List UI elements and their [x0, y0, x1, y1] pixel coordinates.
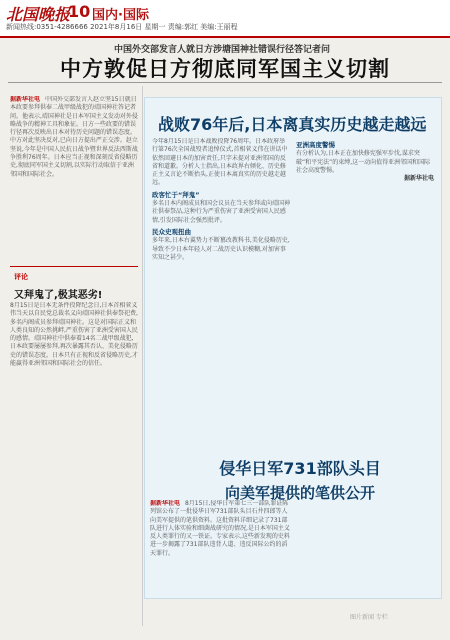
footer-credit: 图片新闻 专栏	[350, 614, 388, 621]
feature-subbody-2: 多年来,日本右翼势力不断篡改教科书,美化侵略历史,导致不少日本年轻人对二战历史认识模糊,对加害事实知之甚少。	[152, 237, 290, 261]
headline-divider	[8, 82, 442, 83]
commentary-title: 又拜鬼了,极其恶劣!	[14, 290, 103, 301]
column-divider	[142, 86, 143, 626]
second-headline-line2: 向美军提供的笔供公开	[224, 484, 375, 502]
feature-column-left	[152, 138, 290, 448]
commentary-divider	[10, 266, 138, 267]
lead-dateline: 据新华社电	[10, 96, 41, 103]
second-headline-line1: 侵华日军731部队头目	[219, 459, 381, 478]
second-body: 8月15日,侵华日军第七三一部队罪证陈列馆公布了一批侵华日军731部队头目石井四郎等人向美军提供的笔供资料。这批资料详细记录了731部队进行人体实验和细菌战研究的情况,是日本军国主义反人类罪行的又一铁证。专家表示,这些新发现的史料进一步揭露了731部队违背人道、违反国际公约的滔天罪行。	[150, 500, 290, 557]
newspaper-logo: 北国晚报	[6, 5, 71, 24]
feature-subbody-1: 多名日本内阁成员和国会议员在当天参拜或向靖国神社供奉祭品,这种行为严重伤害了亚洲受害国人民感情,引发国际社会强烈批评。	[152, 200, 290, 224]
commentary-label: 评论	[14, 273, 28, 281]
feature-signature: 据新华社电	[403, 175, 434, 183]
second-story-headline	[180, 456, 420, 503]
feature-headline: 战败76年后,日本离真实历史越走越远	[158, 115, 427, 134]
feature-body: 今年8月15日是日本战败投降76周年。日本政府举行第76次全国战殁者追悼仪式,首相菅义伟在讲话中依然回避日本的加害责任,只字未提对亚洲邻国的反省和道歉。分析人士指出,日本政界右倾化、历史修正主义言论不断抬头,正使日本离真实的历史越走越远。	[152, 138, 288, 187]
feature-subbody-3: 有分析认为,日本正在加快修宪强军步伐,谋求突破“和平宪法”的束缚,这一动向值得亚洲邻国和国际社会高度警惕。	[296, 150, 431, 174]
commentary-body: 8月15日是日本无条件投降纪念日,日本首相菅义伟当天以自民党总裁名义向靖国神社供奉祭祀费,多名内阁成员参拜靖国神社。这是对国际正义和人类良知的公然挑衅,严重伤害了亚洲受害国人民的感情。靖国神社中供奉着14名二战甲级战犯,日本政要屡屡参拜,再次暴露其否认、美化侵略历史的错误态度。日本只有正视和反省侵略历史,才能赢得亚洲邻国和国际社会的信任。	[10, 302, 138, 368]
feature-column-right	[296, 138, 434, 448]
section-title: 国内·国际	[92, 8, 149, 23]
second-story-article-left	[150, 500, 290, 610]
second-dateline: 据新华社电	[150, 500, 181, 507]
feature-subhead-2: 民众史观扭曲	[152, 227, 191, 236]
masthead	[0, 0, 450, 38]
page-number: 10	[68, 2, 91, 21]
commentary-article	[10, 302, 138, 620]
masthead-meta: 新闻热线:0351-4286666 2021年8月16日 星期一 责编:郭红 美编:王丽程	[6, 23, 238, 31]
feature-subhead-3: 亚洲高度警惕	[296, 141, 335, 149]
lead-kicker: 中国外交部发言人就日方涉塘国神社错误行径答记者问	[113, 45, 330, 55]
lead-headline: 中方敦促日方彻底同军国主义切割	[60, 57, 390, 81]
feature-subhead-1: 政客忙于“拜鬼”	[152, 190, 200, 199]
lead-body: 中国外交部发言人赵立坚15日就日本政要参拜供奉二战甲级战犯的靖国神社答记者问。他表示,靖国神社是日本军国主义发动对外侵略战争的精神工具和象征。日方一些政要的错误行径再次反映出日本对待历史问题的错误态度。中方对此坚决反对,已向日方提出严正交涉。赵立坚说,今年是中国人民抗日战争暨世界反法西斯战争胜利76周年。日本应当正视和深刻反省侵略历史,彻底同军国主义切割,以实际行动取信于亚洲邻国和国际社会。	[10, 96, 138, 178]
lead-article	[10, 96, 138, 260]
